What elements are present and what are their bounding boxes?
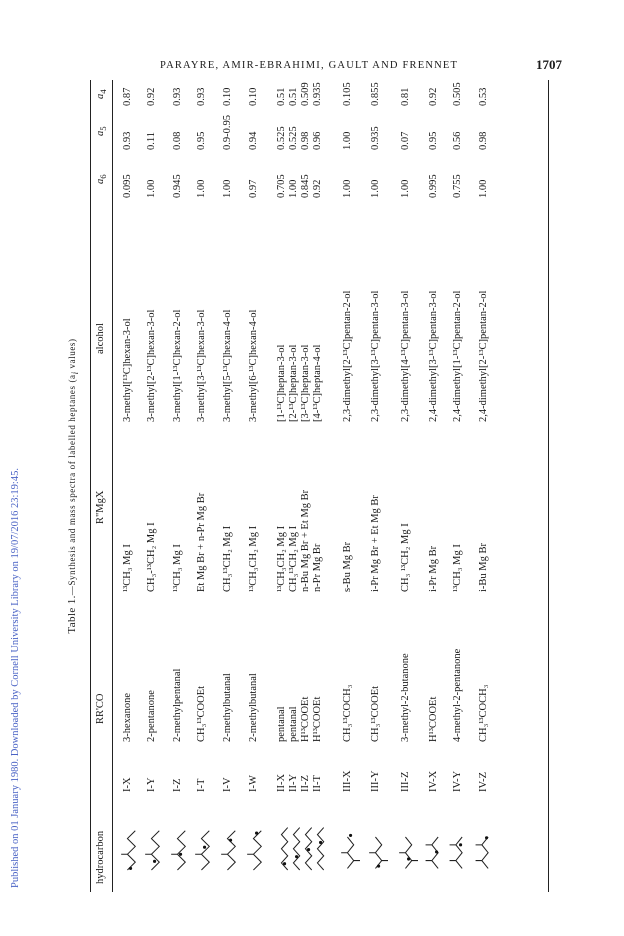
row-a5: 0.935 bbox=[370, 126, 381, 150]
row-rmgx: CH₃ ¹³CH₂ Mg I bbox=[400, 523, 411, 592]
row-id: I-X bbox=[122, 777, 133, 792]
row-a4: 0.51 bbox=[288, 87, 299, 106]
row-rrco: CH₃¹³COOEt bbox=[196, 685, 207, 742]
hydrocarbon-structure-icon bbox=[168, 818, 190, 878]
row-a5: 0.525 bbox=[288, 126, 299, 150]
label-position-dot bbox=[255, 832, 258, 835]
label-position-dot bbox=[153, 860, 156, 863]
row-id: III-Z bbox=[400, 771, 411, 792]
row-rmgx: i-Pr Mg Br bbox=[428, 545, 439, 592]
row-rmgx: CH₃¹³CH₂ Mg I bbox=[222, 525, 233, 592]
table-row bbox=[122, 80, 136, 892]
row-rrco: CH₃¹³COCH₃ bbox=[478, 684, 489, 742]
top-rule bbox=[90, 80, 91, 892]
row-a5: 0.11 bbox=[146, 132, 157, 150]
row-rrco: 4-methyl-2-pentanone bbox=[452, 648, 463, 742]
row-id: I-Y bbox=[146, 777, 157, 792]
table-caption: —Synthesis and mass spectra of labelled heptanes (a bbox=[67, 374, 77, 596]
row-rmgx: ¹³CH₃ Mg I bbox=[172, 544, 183, 592]
header-rule bbox=[112, 80, 113, 892]
row-a4: 0.92 bbox=[146, 87, 157, 106]
row-a6: 1.00 bbox=[288, 179, 299, 198]
rotated-table bbox=[66, 80, 566, 892]
row-a5: 0.08 bbox=[172, 131, 183, 150]
row-alcohol: [3-¹³C]heptan-3-ol bbox=[300, 344, 311, 422]
row-a6: 1.00 bbox=[370, 179, 381, 198]
row-rrco: 2-pentanone bbox=[146, 690, 157, 742]
col-head-alcohol: alcohol bbox=[95, 323, 106, 354]
hydrocarbon-structure-icon bbox=[218, 818, 240, 878]
row-alcohol: [4-¹³C]heptan-4-ol bbox=[312, 344, 323, 422]
row-a5: 0.07 bbox=[400, 131, 411, 150]
row-rrco: pentanal bbox=[276, 706, 287, 742]
col-head-hydrocarbon: hydrocarbon bbox=[95, 830, 106, 884]
page-number: 1707 bbox=[536, 57, 562, 72]
row-a5: 1.00 bbox=[342, 131, 353, 150]
row-a4: 0.87 bbox=[122, 87, 133, 106]
hydrocarbon-structure-icon bbox=[192, 818, 214, 878]
row-rrco: H¹³COOEt bbox=[428, 696, 439, 742]
row-alcohol: 2,3-dimethyl[2-¹³C]pentan-2-ol bbox=[342, 290, 353, 422]
row-a4: 0.53 bbox=[478, 87, 489, 106]
page-header bbox=[150, 56, 570, 76]
row-a6: 0.845 bbox=[300, 174, 311, 198]
row-a6: 0.945 bbox=[172, 174, 183, 198]
row-id: IV-Z bbox=[478, 771, 489, 792]
col-head-rrco: RR'CO bbox=[95, 693, 106, 724]
row-alcohol: 2,4-dimethyl[1-¹³C]pentan-2-ol bbox=[452, 290, 463, 422]
label-position-dot bbox=[229, 839, 232, 842]
label-position-dot bbox=[377, 865, 380, 868]
row-alcohol: 2,3-dimethyl[3-¹³C]pentan-3-ol bbox=[370, 290, 381, 422]
row-a6: 0.095 bbox=[122, 174, 133, 198]
row-id: III-X bbox=[342, 770, 353, 792]
row-rmgx: ¹³CH₃ Mg I bbox=[122, 544, 133, 592]
label-position-dot bbox=[203, 846, 206, 849]
row-rrco: 3-methyl-2-butanone bbox=[400, 653, 411, 742]
label-position-dot bbox=[349, 834, 352, 837]
row-alcohol: 3-methyl[3-¹³C]hexan-3-ol bbox=[196, 309, 207, 422]
row-a6: 1.00 bbox=[400, 179, 411, 198]
label-position-dot bbox=[179, 853, 182, 856]
row-rmgx: CH₃-¹³CH₂ Mg I bbox=[146, 522, 157, 592]
label-position-dot bbox=[459, 843, 462, 846]
row-alcohol: 2,4-dimethyl[3-¹³C]pentan-3-ol bbox=[428, 290, 439, 422]
row-a4: 0.10 bbox=[222, 87, 233, 106]
row-a5: 0.93 bbox=[122, 131, 133, 150]
row-alcohol: 3-methyl[1-¹³C]hexan-2-ol bbox=[172, 309, 183, 422]
running-head-authors: PARAYRE, AMIR-EBRAHIMI, GAULT AND FRENNET bbox=[160, 60, 459, 71]
row-a4: 0.93 bbox=[172, 87, 183, 106]
table-row bbox=[146, 80, 160, 892]
row-a6: 0.755 bbox=[452, 174, 463, 198]
row-alcohol: [2-¹³C]heptan-3-ol bbox=[288, 344, 299, 422]
row-rmgx: CH₃¹³CH₂ Mg I bbox=[288, 525, 299, 592]
row-rrco: H¹³COOEt bbox=[300, 696, 311, 742]
row-a6: 1.00 bbox=[196, 179, 207, 198]
table-row bbox=[312, 80, 326, 892]
row-alcohol: 2,3-dimethyl[4-¹³C]pentan-3-ol bbox=[400, 290, 411, 422]
publication-watermark: Published on 01 January 1980. Downloaded by Cornell University Library on 19/07/2016 23:19:45. bbox=[10, 468, 21, 888]
row-a6: 1.00 bbox=[222, 179, 233, 198]
row-a4: 0.855 bbox=[370, 82, 381, 106]
label-position-dot bbox=[485, 836, 488, 839]
row-a4: 0.10 bbox=[248, 87, 259, 106]
row-rmgx: i-Bu Mg Br bbox=[478, 542, 489, 592]
table-caption-subscript: i bbox=[70, 371, 81, 375]
row-id: II-X bbox=[276, 773, 287, 792]
row-id: III-Y bbox=[370, 770, 381, 792]
col-head-a5: $a_5$ bbox=[95, 126, 109, 136]
table-row bbox=[172, 80, 186, 892]
row-a5: 0.94 bbox=[248, 131, 259, 150]
row-rrco: pentanal bbox=[288, 706, 299, 742]
row-rmgx: ¹³CH₃ Mg I bbox=[452, 544, 463, 592]
row-rmgx: Et Mg Br + n-Pr Mg Br bbox=[196, 492, 207, 592]
row-a6: 0.995 bbox=[428, 174, 439, 198]
col-head-rmgx: R"MgX bbox=[95, 490, 106, 524]
row-id: I-T bbox=[196, 778, 207, 792]
row-a6: 1.00 bbox=[478, 179, 489, 198]
table-row bbox=[342, 80, 356, 892]
col-head-a6: $a_6$ bbox=[95, 174, 109, 184]
table-row bbox=[248, 80, 262, 892]
row-alcohol: 3-methyl[2-¹³C]hexan-3-ol bbox=[146, 309, 157, 422]
row-a5: 0.96 bbox=[312, 131, 323, 150]
row-a4: 0.505 bbox=[452, 82, 463, 106]
row-alcohol: 3-methyl[6-¹³C]hexan-4-ol bbox=[248, 309, 259, 422]
row-rmgx: n-Pr Mg Br bbox=[312, 543, 323, 592]
row-a5: 0.9-0.95 bbox=[222, 115, 233, 150]
row-a5: 0.98 bbox=[300, 131, 311, 150]
row-a6: 0.705 bbox=[276, 174, 287, 198]
table-caption-end: values) bbox=[67, 338, 77, 372]
row-a4: 0.81 bbox=[400, 87, 411, 106]
table-title bbox=[66, 80, 86, 892]
hydrocarbon-structure-icon bbox=[142, 818, 164, 878]
row-a4: 0.92 bbox=[428, 87, 439, 106]
hydrocarbon-structure-icon bbox=[366, 818, 388, 878]
table-row bbox=[478, 80, 492, 892]
row-rmgx: ¹³CH₃CH₂ Mg I bbox=[276, 525, 287, 592]
row-rrco: H¹³COOEt bbox=[312, 696, 323, 742]
row-id: II-T bbox=[312, 775, 323, 792]
row-rrco: 3-hexanone bbox=[122, 693, 133, 742]
row-rmgx: n-Bu Mg Br + Et Mg Br bbox=[300, 489, 311, 592]
hydrocarbon-structure-icon bbox=[474, 818, 496, 878]
table-row bbox=[222, 80, 236, 892]
row-id: IV-Y bbox=[452, 770, 463, 792]
row-id: I-V bbox=[222, 777, 233, 792]
row-a5: 0.95 bbox=[196, 131, 207, 150]
row-a6: 1.00 bbox=[146, 179, 157, 198]
hydrocarbon-structure-icon bbox=[424, 818, 446, 878]
hydrocarbon-structure-icon bbox=[244, 818, 266, 878]
bottom-rule bbox=[548, 80, 549, 892]
col-head-a4: $a_4$ bbox=[95, 89, 109, 99]
table-row bbox=[370, 80, 384, 892]
row-rrco: 2-methylbutanal bbox=[248, 673, 259, 742]
row-id: II-Z bbox=[300, 775, 311, 792]
row-a4: 0.935 bbox=[312, 82, 323, 106]
row-a6: 1.00 bbox=[342, 179, 353, 198]
row-rmgx: i-Pr Mg Br + Et Mg Br bbox=[370, 495, 381, 592]
row-id: IV-X bbox=[428, 770, 439, 792]
row-rrco: 2-methylbutanal bbox=[222, 673, 233, 742]
hydrocarbon-structure-icon bbox=[308, 818, 330, 878]
row-alcohol: 3-methyl[¹³C]hexan-3-ol bbox=[122, 318, 133, 422]
row-alcohol: [1-¹³C]heptan-3-ol bbox=[276, 344, 287, 422]
row-a4: 0.105 bbox=[342, 82, 353, 106]
row-a4: 0.509 bbox=[300, 82, 311, 106]
row-rrco: CH₃¹³COCH₃ bbox=[342, 684, 353, 742]
label-position-dot bbox=[129, 867, 132, 870]
table-label: Table 1. bbox=[66, 595, 78, 634]
label-position-dot bbox=[407, 857, 410, 860]
row-a6: 0.92 bbox=[312, 179, 323, 198]
row-a5: 0.525 bbox=[276, 126, 287, 150]
row-id: I-Z bbox=[172, 778, 183, 792]
table-row bbox=[428, 80, 442, 892]
row-rrco: CH₃¹³COOEt bbox=[370, 685, 381, 742]
hydrocarbon-structure-icon bbox=[118, 818, 140, 878]
hydrocarbon-structure-icon bbox=[338, 818, 360, 878]
row-a5: 0.95 bbox=[428, 131, 439, 150]
hydrocarbon-structure-icon bbox=[396, 818, 418, 878]
row-a4: 0.93 bbox=[196, 87, 207, 106]
table-row bbox=[400, 80, 414, 892]
row-a6: 0.97 bbox=[248, 179, 259, 198]
row-rmgx: s-Bu Mg Br bbox=[342, 541, 353, 592]
label-position-dot bbox=[435, 850, 438, 853]
row-id: II-Y bbox=[288, 773, 299, 792]
hydrocarbon-structure-icon bbox=[448, 818, 470, 878]
row-a5: 0.98 bbox=[478, 131, 489, 150]
row-alcohol: 3-methyl[5-¹³C]hexan-4-ol bbox=[222, 309, 233, 422]
row-alcohol: 2,4-dimethyl[2-¹³C]pentan-2-ol bbox=[478, 290, 489, 422]
row-id: I-W bbox=[248, 775, 259, 792]
row-rmgx: ¹³CH₃CH₂ Mg I bbox=[248, 525, 259, 592]
table-row bbox=[452, 80, 466, 892]
table-row bbox=[196, 80, 210, 892]
row-a5: 0.56 bbox=[452, 131, 463, 150]
row-rrco: 2-methylpentanal bbox=[172, 668, 183, 742]
row-a4: 0.51 bbox=[276, 87, 287, 106]
label-position-dot bbox=[319, 841, 322, 844]
